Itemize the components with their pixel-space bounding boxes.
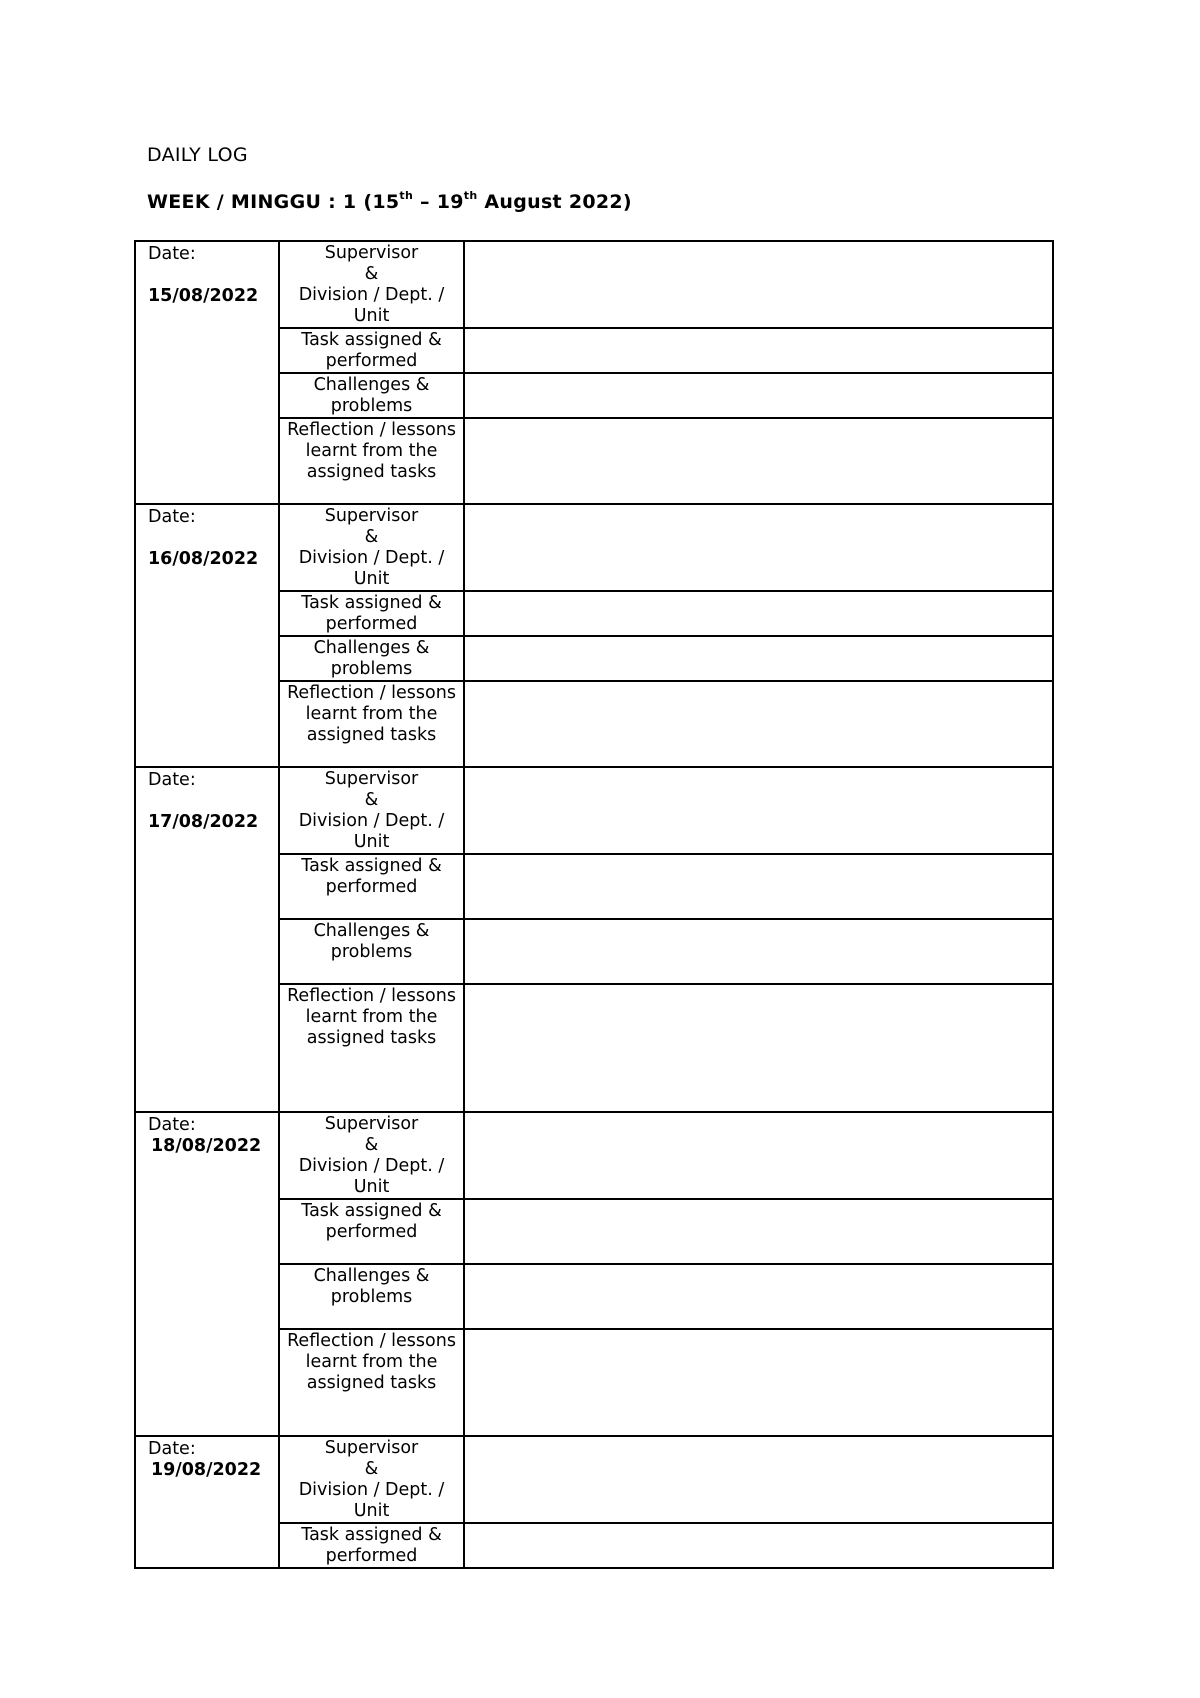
challenges-label: Challenges & problems — [279, 636, 464, 681]
date-label: Date: — [148, 1439, 196, 1459]
reflection-label: Reflection / lessons learnt from the assigned tasks — [279, 984, 464, 1112]
page-title: DAILY LOG — [147, 144, 248, 166]
supervisor-entry[interactable] — [464, 1436, 1053, 1523]
date-value: 17/08/2022 — [148, 812, 259, 832]
reflection-entry[interactable] — [464, 681, 1053, 767]
challenges-label: Challenges & problems — [279, 373, 464, 418]
week-text-mid: – 19 — [413, 191, 464, 213]
date-value: 18/08/2022 — [151, 1136, 262, 1156]
reflection-label: Reflection / lessons learnt from the assigned tasks — [279, 681, 464, 767]
supervisor-label-line: Division / Dept. / — [298, 1480, 445, 1500]
supervisor-label-line: Supervisor — [324, 1114, 419, 1134]
supervisor-label-line: Unit — [353, 306, 390, 326]
day-5-supervisor-row — [135, 1436, 1053, 1523]
week-text-end: August 2022) — [477, 191, 632, 213]
task-entry[interactable] — [464, 1523, 1053, 1568]
supervisor-label-line: Supervisor — [324, 506, 419, 526]
day-5-date-cell — [135, 1436, 279, 1568]
task-label: Task assigned & performed — [279, 1199, 464, 1264]
supervisor-label — [279, 767, 464, 854]
week-heading — [147, 191, 632, 213]
supervisor-label-line: & — [364, 264, 379, 284]
supervisor-label-line: & — [364, 1135, 379, 1155]
day-4-date-cell — [135, 1112, 279, 1436]
date-value: 16/08/2022 — [148, 549, 259, 569]
date-label: Date: — [148, 770, 196, 790]
supervisor-label-line: Supervisor — [324, 769, 419, 789]
supervisor-label-line: Unit — [353, 1177, 390, 1197]
supervisor-label-line: Division / Dept. / — [298, 285, 445, 305]
day-3-date-cell — [135, 767, 279, 1112]
supervisor-label — [279, 1112, 464, 1199]
reflection-entry[interactable] — [464, 984, 1053, 1112]
challenges-label: Challenges & problems — [279, 919, 464, 984]
day-1-date-cell — [135, 241, 279, 504]
supervisor-label — [279, 241, 464, 328]
supervisor-entry[interactable] — [464, 241, 1053, 328]
supervisor-entry[interactable] — [464, 1112, 1053, 1199]
challenges-label: Challenges & problems — [279, 1264, 464, 1329]
week-text-start: WEEK / MINGGU : 1 (15 — [147, 191, 400, 213]
day-2-supervisor-row — [135, 504, 1053, 591]
reflection-entry[interactable] — [464, 1329, 1053, 1436]
task-label: Task assigned & performed — [279, 1523, 464, 1568]
reflection-label: Reflection / lessons learnt from the assigned tasks — [279, 418, 464, 504]
day-1-supervisor-row — [135, 241, 1053, 328]
supervisor-label-line: Unit — [353, 569, 390, 589]
date-value: 15/08/2022 — [148, 286, 259, 306]
challenges-entry[interactable] — [464, 373, 1053, 418]
supervisor-label-line: Division / Dept. / — [298, 811, 445, 831]
task-label: Task assigned & performed — [279, 328, 464, 373]
supervisor-label-line: Division / Dept. / — [298, 548, 445, 568]
task-entry[interactable] — [464, 591, 1053, 636]
week-sup-start: th — [399, 189, 414, 202]
daily-log-table — [134, 240, 1054, 1569]
task-label: Task assigned & performed — [279, 854, 464, 919]
day-2-date-cell — [135, 504, 279, 767]
challenges-entry[interactable] — [464, 1264, 1053, 1329]
supervisor-label-line: Division / Dept. / — [298, 1156, 445, 1176]
task-entry[interactable] — [464, 328, 1053, 373]
supervisor-entry[interactable] — [464, 767, 1053, 854]
supervisor-label-line: Supervisor — [324, 243, 419, 263]
date-label: Date: — [148, 507, 196, 527]
task-entry[interactable] — [464, 1199, 1053, 1264]
supervisor-label-line: Supervisor — [324, 1438, 419, 1458]
reflection-entry[interactable] — [464, 418, 1053, 504]
supervisor-label-line: & — [364, 527, 379, 547]
challenges-entry[interactable] — [464, 919, 1053, 984]
task-entry[interactable] — [464, 854, 1053, 919]
date-label: Date: — [148, 1115, 196, 1135]
supervisor-label-line: & — [364, 1459, 379, 1479]
supervisor-label-line: & — [364, 790, 379, 810]
week-sup-end: th — [463, 189, 478, 202]
supervisor-label-line: Unit — [353, 832, 390, 852]
day-3-supervisor-row — [135, 767, 1053, 854]
supervisor-label — [279, 504, 464, 591]
supervisor-entry[interactable] — [464, 504, 1053, 591]
supervisor-label-line: Unit — [353, 1501, 390, 1521]
reflection-label: Reflection / lessons learnt from the assigned tasks — [279, 1329, 464, 1436]
date-value: 19/08/2022 — [151, 1460, 262, 1480]
challenges-entry[interactable] — [464, 636, 1053, 681]
date-label: Date: — [148, 244, 196, 264]
supervisor-label — [279, 1436, 464, 1523]
day-4-supervisor-row — [135, 1112, 1053, 1199]
task-label: Task assigned & performed — [279, 591, 464, 636]
